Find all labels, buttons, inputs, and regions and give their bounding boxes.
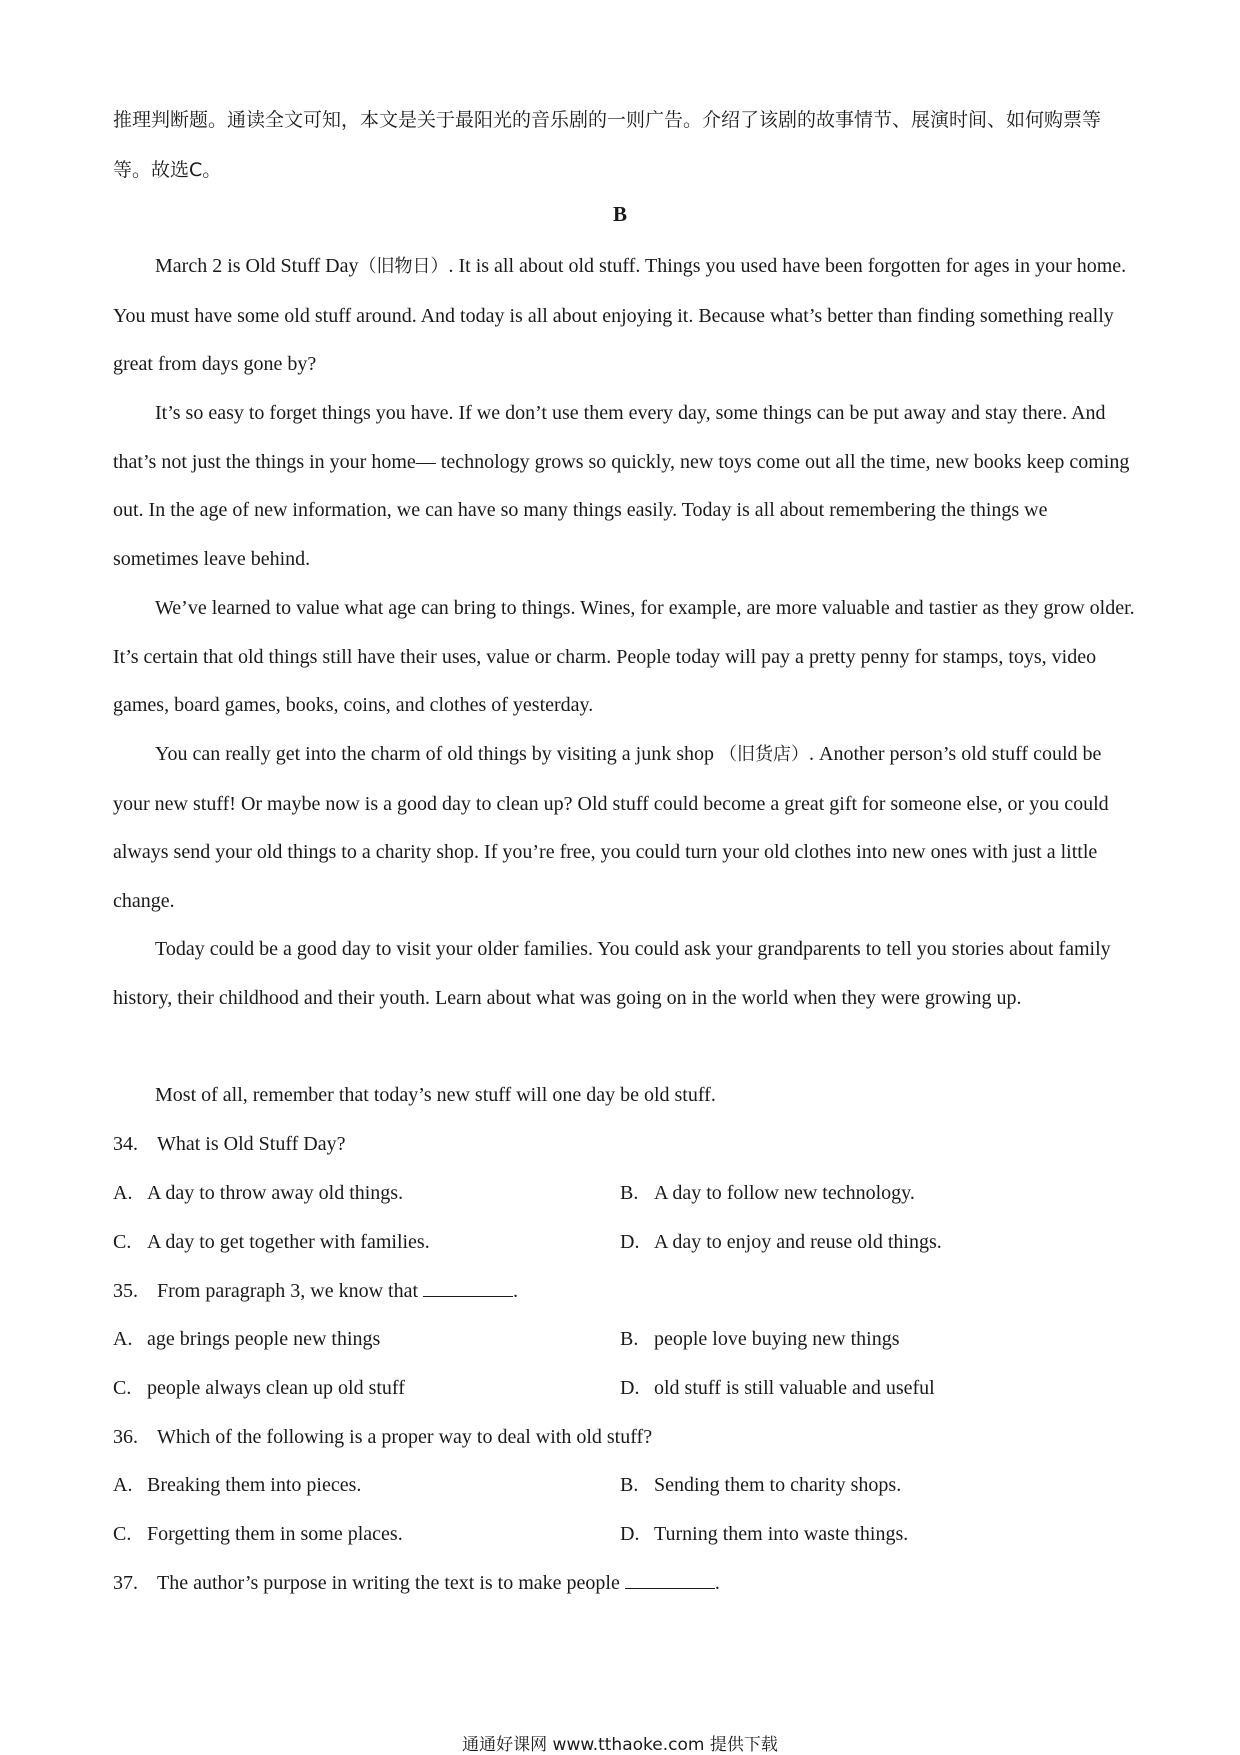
question-36 <box>113 1422 652 1452</box>
option-letter: C. <box>113 1523 132 1545</box>
option-letter: C. <box>113 1231 132 1253</box>
answer-explanation: 推理判断题。通读全文可知，本文是关于最阳光的音乐剧的一则广告。介绍了该剧的故事情节、展演时间、如何购票等等。故选C。 <box>113 109 1102 181</box>
option-letter: D. <box>620 1377 640 1399</box>
question-number: 36. <box>113 1426 138 1448</box>
option-text: people love buying new things <box>654 1328 900 1350</box>
question-34-option-a[interactable] <box>113 1178 403 1208</box>
paragraph-1-gloss: （旧物日） <box>358 256 449 277</box>
option-text: A day to follow new technology. <box>654 1182 915 1204</box>
question-35 <box>113 1276 518 1306</box>
question-text: The author’s purpose in writing the text is to make people <box>157 1572 620 1594</box>
paragraph-4-text-b: . Another person’s old stuff could be your new stuff! Or maybe now is a good day to clean up? Old stuff could become a great gift for someone else, or you could always send your old things to a charity shop. If you’re free, you could turn your old clothes into new ones with just a little change. <box>113 743 1109 913</box>
paragraph-6: Most of all, remember that today’s new stuff will one day be old stuff. <box>155 1084 716 1106</box>
paragraph-4 <box>113 730 1135 926</box>
option-text: Sending them to charity shops. <box>654 1474 902 1496</box>
option-letter: B. <box>620 1474 639 1496</box>
paragraph-1 <box>113 242 1135 389</box>
question-number: 37. <box>113 1572 138 1594</box>
option-text: Turning them into waste things. <box>654 1523 909 1545</box>
question-34-option-b[interactable] <box>620 1178 915 1208</box>
option-text: Breaking them into pieces. <box>147 1474 362 1496</box>
option-text: A day to throw away old things. <box>147 1182 404 1204</box>
option-text: age brings people new things <box>147 1328 381 1350</box>
answer-blank <box>423 1278 513 1297</box>
option-letter: D. <box>620 1523 640 1545</box>
option-letter: C. <box>113 1377 132 1399</box>
paragraph-1-text-b: . It is all about old stuff. Things you used have been forgotten for ages in your home. You must have some old stuff around. And today is all about enjoying it. Because what’s better than finding something really great from days gone by? <box>113 255 1127 376</box>
option-letter: A. <box>113 1182 133 1204</box>
paragraph-1-text-a: March 2 is Old Stuff Day <box>155 255 359 277</box>
question-35-option-b[interactable] <box>620 1324 900 1354</box>
question-tail: . <box>513 1280 519 1302</box>
option-letter: B. <box>620 1328 639 1350</box>
question-34-option-c[interactable] <box>113 1227 430 1257</box>
option-text: A day to get together with families. <box>147 1231 430 1253</box>
option-letter: D. <box>620 1231 640 1253</box>
question-text: What is Old Stuff Day? <box>157 1133 346 1155</box>
section-heading: B <box>612 202 627 226</box>
question-35-option-d[interactable] <box>620 1373 935 1403</box>
question-36-option-a[interactable] <box>113 1470 361 1500</box>
option-text: old stuff is still valuable and useful <box>654 1377 935 1399</box>
question-text: Which of the following is a proper way to deal with old stuff? <box>157 1426 653 1448</box>
paragraph-4-gloss: （旧货店） <box>719 744 810 765</box>
paragraph-2: It’s so easy to forget things you have. If we don’t use them every day, some things can be put away and stay there. And that’s not just the things in your home— technology grows so quickly, new toys come out all the time, new books keep coming out. In the age of new information, we can have so many things easily. Today is all about remembering the things we sometimes leave behind. <box>113 402 1130 571</box>
question-37 <box>113 1568 720 1598</box>
question-number: 34. <box>113 1133 138 1155</box>
question-34 <box>113 1129 346 1159</box>
option-text: Forgetting them in some places. <box>147 1523 403 1545</box>
question-34-option-d[interactable] <box>620 1227 942 1257</box>
option-text: people always clean up old stuff <box>147 1377 405 1399</box>
question-35-option-c[interactable] <box>113 1373 405 1403</box>
question-text: From paragraph 3, we know that <box>157 1280 419 1302</box>
answer-blank <box>625 1570 715 1589</box>
option-letter: A. <box>113 1474 133 1496</box>
question-35-option-a[interactable] <box>113 1324 380 1354</box>
page-footer: 通通好课网 www.tthaoke.com 提供下载 <box>462 1735 778 1755</box>
option-letter: A. <box>113 1328 133 1350</box>
question-36-option-b[interactable] <box>620 1470 901 1500</box>
option-letter: B. <box>620 1182 639 1204</box>
paragraph-5: Today could be a good day to visit your older families. You could ask your grandparents to tell you stories about family history, their childhood and their youth. Learn about what was going on in the world when they were growing up. <box>113 938 1111 1009</box>
question-36-option-c[interactable] <box>113 1519 403 1549</box>
option-text: A day to enjoy and reuse old things. <box>654 1231 942 1253</box>
question-number: 35. <box>113 1280 138 1302</box>
paragraph-4-text-a: You can really get into the charm of old things by visiting a junk shop <box>155 743 720 765</box>
question-36-option-d[interactable] <box>620 1519 908 1549</box>
paragraph-3: We’ve learned to value what age can bring to things. Wines, for example, are more valuable and tastier as they grow older. It’s certain that old things still have their uses, value or charm. People today will pay a pretty penny for stamps, toys, video games, board games, books, coins, and clothes of yesterday. <box>113 597 1135 717</box>
question-tail: . <box>714 1572 720 1594</box>
